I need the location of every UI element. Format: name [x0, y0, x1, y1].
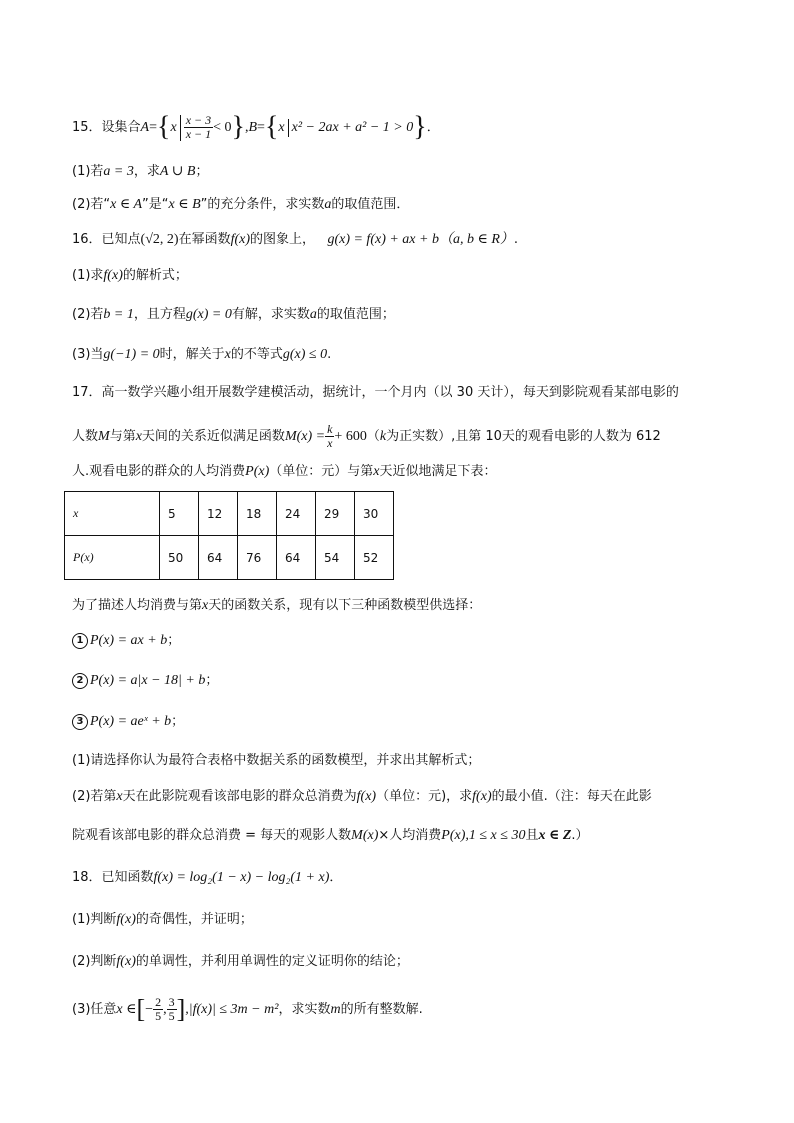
- table-cell: 29: [316, 492, 355, 536]
- q18-stem: 18．已知函数f(x) = log₂(1 − x) − log₂(1 + x)．: [72, 870, 343, 885]
- q18-part2: (2)判断f(x)的单调性，并利用单调性的定义证明你的结论；: [72, 954, 409, 969]
- q16-part3: (3)当g(−1) = 0时，解关于x的不等式g(x) ≤ 0.: [72, 347, 332, 362]
- q17-line1: 17．高一数学兴趣小组开展数学建模活动，据统计，一个月内（以 30 天计），每天到影院观看某部电影的: [72, 385, 679, 400]
- set-a-name: A: [140, 120, 150, 135]
- table-cell: 64: [199, 536, 238, 580]
- q17-model-2: 2 P(x) = a|x − 18| + b；: [72, 671, 218, 691]
- q17-line3: 人.观看电影的群众的人均消费P(x)（单位：元）与第x天近似地满足下表：: [72, 464, 497, 479]
- table-cell: 18: [238, 492, 277, 536]
- q15-stem: 15．设集合A={x $\frac{x - 3}{x - 1}$ < 0},B={x x² − 2ax + a² − 1 > 0}．: [72, 111, 440, 143]
- minus-two-fifths: $\frac{2}{5}$: [155, 995, 162, 1023]
- table-cell: 5: [160, 492, 199, 536]
- set-b-var: x: [278, 120, 285, 135]
- q17-model-3: 3 P(x) = aeˣ + b；: [72, 712, 184, 732]
- q17-models-intro: 为了描述人均消费与第x天的函数关系，现有以下三种函数模型供选择：: [72, 598, 482, 613]
- q16-part2: (2)若b = 1，且方程g(x) = 0有解，求实数a的取值范围；: [72, 307, 395, 322]
- table-cell: 52: [355, 536, 394, 580]
- table-cell: 24: [277, 492, 316, 536]
- circled-number-1: 1: [72, 633, 88, 649]
- circled-number-2: 2: [72, 673, 88, 689]
- table-cell: 30: [355, 492, 394, 536]
- three-fifths: $\frac{3}{5}$: [168, 995, 175, 1023]
- table-cell: 64: [277, 536, 316, 580]
- q17-part2-line2: 院观看该部电影的群众总消费 = 每天的观影人数M(x)×人均消费P(x),1 ≤ x ≤ 30且x ∈ Z.）: [72, 828, 589, 843]
- q18-part3: (3)任意x ∈[− $\frac{2}{5}$ , $\frac{3}{5}$ ],|f(x)| ≤ 3m − m²，求实数m的所有整数解.: [72, 994, 423, 1024]
- q18-part1: (1)判断f(x)的奇偶性，并证明；: [72, 912, 253, 927]
- q17-part1: (1)请选择你认为最符合表格中数据关系的函数模型，并求出其解析式；: [72, 753, 481, 768]
- q16-stem: 16．已知点(√2, 2)在幂函数f(x)的图象上， g(x) = f(x) + ax + b（a, b ∈ R）.: [72, 232, 519, 247]
- table-row: [65, 492, 394, 536]
- k-over-x-fraction: $\frac{k}{x}$: [327, 422, 333, 450]
- circled-number-3: 3: [72, 714, 88, 730]
- q15-part1: (1)若a = 3，求A ∪ B；: [72, 164, 209, 179]
- q17-part2: (2)若第x天在此影院观看该部电影的群众总消费为f(x)（单位：元)，求f(x)的最小值.（注：每天在此影: [72, 789, 652, 804]
- table-cell: 76: [238, 536, 277, 580]
- data-table: [64, 491, 394, 580]
- q17-model-1: 1 P(x) = ax + b；: [72, 631, 180, 651]
- table-header-x: x: [65, 492, 160, 536]
- set-b-name: B: [248, 120, 258, 135]
- set-a-fraction: $\frac{x - 3}{x - 1}$: [185, 113, 212, 141]
- q16-part1: (1)求f(x)的解析式；: [72, 268, 188, 283]
- table-cell: 54: [316, 536, 355, 580]
- q17-line2: 人数M与第x天间的关系近似满足函数M(x) = $\frac{k}{x}$ + 600（k为正实数）,且第 10天的观看电影的人数为 612: [72, 422, 661, 450]
- set-b-cond: x² − 2ax + a² − 1 > 0: [291, 120, 414, 135]
- table-header-p: P(x): [65, 536, 160, 580]
- q15-prefix: 15．设集合: [72, 120, 141, 135]
- q15-part2: (2)若“x ∈ A”是“x ∈ B”的充分条件，求实数a的取值范围．: [72, 197, 410, 212]
- set-a-rel: < 0: [213, 120, 232, 135]
- table-cell: 12: [199, 492, 238, 536]
- set-a-var: x: [170, 120, 177, 135]
- table-row: [65, 536, 394, 580]
- table-cell: 50: [160, 536, 199, 580]
